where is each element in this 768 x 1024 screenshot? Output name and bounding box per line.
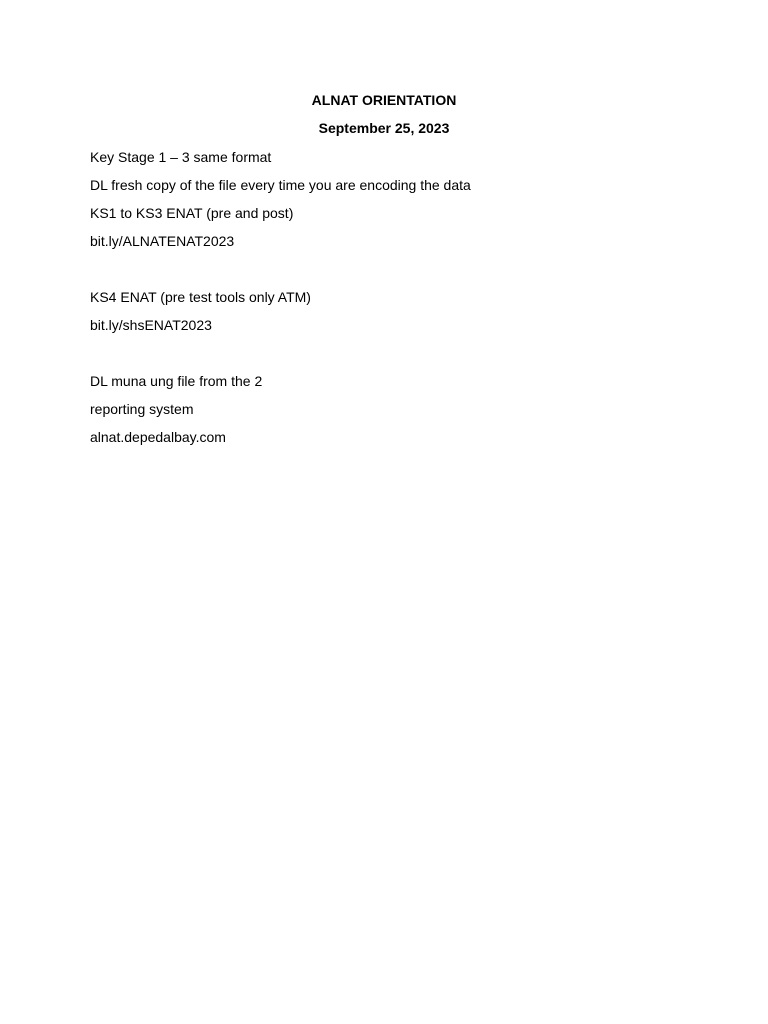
note-line-reporting-system: reporting system (90, 401, 194, 417)
note-link-alnatenat2023: bit.ly/ALNATENAT2023 (90, 233, 235, 249)
note-link-alnat-site: alnat.depedalbay.com (90, 429, 226, 445)
document-date: September 25, 2023 (318, 120, 450, 136)
note-line-download-file: DL muna ung file from the 2 (90, 373, 263, 389)
note-line-download-fresh-copy: DL fresh copy of the file every time you are encoding the data (90, 177, 471, 193)
note-line-ks1-ks3-enat: KS1 to KS3 ENAT (pre and post) (90, 205, 294, 221)
note-link-shsenat2023: bit.ly/shsENAT2023 (90, 317, 212, 333)
note-line-ks4-enat: KS4 ENAT (pre test tools only ATM) (90, 289, 311, 305)
document-title: ALNAT ORIENTATION (311, 92, 457, 108)
note-line-key-stage: Key Stage 1 – 3 same format (90, 149, 272, 165)
